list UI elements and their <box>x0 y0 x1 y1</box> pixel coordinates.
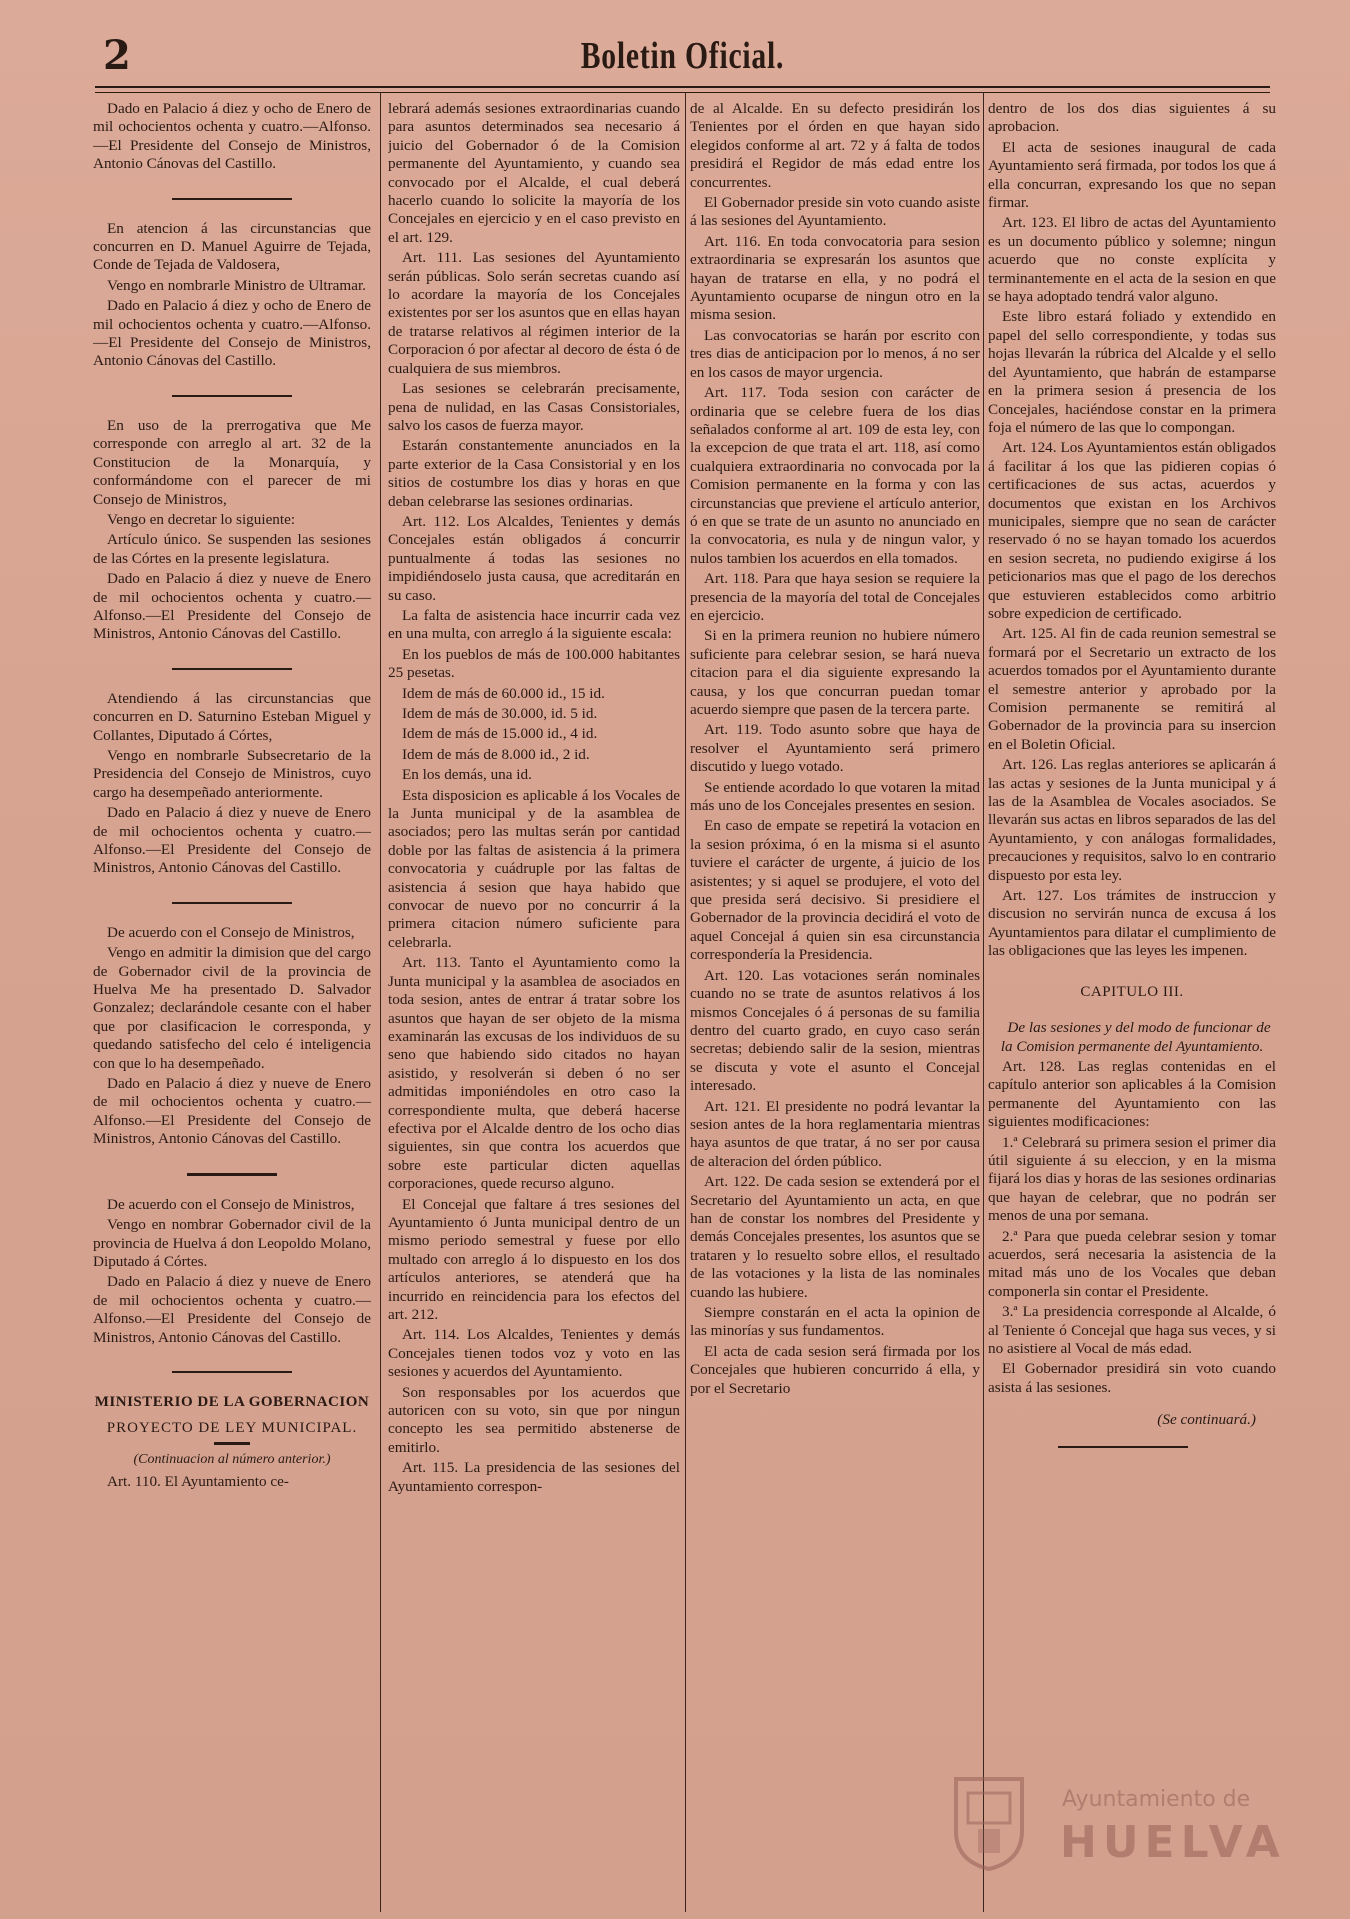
column-divider <box>685 92 686 1912</box>
decree-text: Artículo único. Se suspenden las sesiones de las Córtes en la presente legislatura. <box>93 531 371 567</box>
article-text: Art. 121. El presidente no podrá levantar la sesion antes de la hora reglamentaria mientras haya asuntos de que tratar, á no ser por causa de alteracion del órden público. <box>690 1097 980 1170</box>
separator-rule <box>172 668 292 670</box>
separator-rule <box>172 395 292 397</box>
article-text: 3.ª La presidencia corresponde al Alcalde, ó al Teniente ó Concejal que haga sus veces, y si no asistiere al Vocal de más edad. <box>988 1303 1276 1357</box>
decree-text: Vengo en decretar lo siguiente: <box>107 510 296 528</box>
decree-text: En atencion á las circunstancias que concurren en D. Manuel Aguirre de Tejada, Conde de Tejada de Valdosera, <box>93 219 371 274</box>
decree-text: Dado en Palacio á diez y nueve de Enero de mil ochocientos ochenta y cuatro.—Alfonso.—El Presidente del Consejo de Ministros, Antonio Cánovas del Castillo. <box>93 570 371 643</box>
decree-text: Dado en Palacio á diez y ocho de Enero de mil ochocientos ochenta y cuatro.—Alfonso.—El Presidente del Consejo de Ministros, Antonio Cánovas del Castillo. <box>93 297 371 370</box>
decree-text: Vengo en nombrarle Ministro de Ultramar. <box>107 276 366 294</box>
article-text: 2.ª Para que pueda celebrar sesion y tomar acuerdos, será necesaria la asistencia de la mitad más uno de los Vocales que deban componerla sin contar el Presidente. <box>988 1227 1276 1300</box>
article-text: Art. 128. Las reglas contenidas en el capítulo anterior son aplicables á la Comision permanente del Ayuntamiento con las siguientes modificaciones: <box>988 1057 1276 1131</box>
article-text: Art. 122. De cada sesion se extenderá por el Secretario del Ayuntamiento un acta, en que han de constar los nombres del Presidente y demás Concejales presentes, los asuntos que se trataren y lo resuelto sobre ellos, el resultado de las votaciones y la lista de las nominales cuando las hubiere. <box>690 1173 980 1301</box>
article-text: El Concejal que faltare á tres sesiones del Ayuntamiento ó Junta municipal dentro de un mismo periodo semestral y fuese por ello multado con arreglo á lo dispuesto en los dos artículos anteriores, se atenderá que ha incurrido en reincidencia para los efectos del art. 212. <box>388 1195 680 1323</box>
column-4 <box>988 100 1276 1820</box>
section-heading: PROYECTO DE LEY MUNICIPAL. <box>106 1420 358 1437</box>
article-text: Art. 125. Al fin de cada reunion semestral se formará por el Secretario un extracto de los acuerdos tomados por el Ayuntamiento durante el semestre anterior y aprobado por la Comision permanente se remitirá al Gobernador de la provincia para su insercion en el Boletin Oficial. <box>988 625 1276 753</box>
article-text: Art. 123. El libro de actas del Ayuntamiento es un documento público y solemne; ningun acuerdo que no conste explícita y terminantemente en el acta de la sesion en que se haya adoptado tendrá valor alguno. <box>988 214 1276 306</box>
article-text: Art. 113. Tanto el Ayuntamiento como la Junta municipal y la asamblea de asociados en toda sesion, antes de entrar á tratar sobre los asuntos que hayan de ser objeto de la misma examinarán las excusas de los individuos de su seno que habiendo sido citados no hayan asistido, y resolverán si deben ó no ser admitidas imponiéndoles en otro caso la correspondiente multa, que deberá hacerse efectiva por el Alcalde dentro de los ocho dias siguientes, sin que contra los acuerdos que sobre este particular dicten aquellas corporaciones, quede recurso alguno. <box>388 954 680 1193</box>
chapter-subtitle: De las sesiones y del modo de funcionar de la Comision permanente del Ayuntamiento. <box>1000 1019 1271 1055</box>
decree-block <box>93 220 371 371</box>
article-text: Art. 117. Toda sesion con carácter de ordinaria que se celebre fuera de los dias señalados conforme al art. 109 de esta ley, con la excepcion de que trata el art. 118, así como cualquiera extraordinaria no convocada por la Comision permanente en la forma y con las circunstancias que previene el artículo anterior, ó en que se trate de un asunto no anunciado en la convocatoria, es nula y de ningun valor, y nulos tambien los acuerdos en ella tomados. <box>690 384 980 567</box>
decree-text: Vengo en nombrar Gobernador civil de la provincia de Huelva á don Leopoldo Molano, Diputado á Córtes. <box>93 1216 371 1270</box>
decree-text: Atendiendo á las circunstancias que concurren en D. Saturnino Esteban Miguel y Collantes, Diputado á Córtes, <box>93 689 371 744</box>
article-text: El Gobernador preside sin voto cuando asiste á las sesiones del Ayuntamiento. <box>690 194 980 230</box>
article-text: Art. 110. El Ayuntamiento ce- <box>107 1473 289 1491</box>
decree-text: Vengo en nombrarle Subsecretario de la Presidencia del Consejo de Ministros, cuyo cargo ha desempeñado anteriormente. <box>93 746 371 801</box>
article-text: de al Alcalde. En su defecto presidirán los Tenientes por el órden en que hayan sido elegidos conforme al art. 72 y á falta de todos presidirá el Regidor de más edad entre los concurrentes. <box>690 100 980 191</box>
header-rule <box>95 86 1270 93</box>
decree-text: En uso de la prerrogativa que Me corresponde con arreglo al art. 32 de la Constitucion de la Monarquía, y conformándome con el parecer de mi Consejo de Ministros, <box>93 416 371 508</box>
coat-of-arms-icon <box>950 1773 1028 1873</box>
article-text: Art. 127. Los trámites de instruccion y discusion no servirán nunca de excusa á los Ayuntamientos para dilatar el cumplimiento de las obligaciones que las leyes les impenen. <box>988 887 1276 960</box>
fine-scale-item: Idem de más de 30.000, id. 5 id. <box>402 705 598 722</box>
fine-scale-item: Idem de más de 15.000 id., 4 id. <box>402 725 598 743</box>
decree-text: Dado en Palacio á diez y nueve de Enero de mil ochocientos ochenta y cuatro.—Alfonso.—El Presidente del Consejo de Ministros, Antonio Cánovas del Castillo. <box>93 1273 371 1346</box>
decree-text: Dado en Palacio á diez y nueve de Enero de mil ochocientos ochenta y cuatro.—Alfonso.—El Presidente del Consejo de Ministros, Antonio Cánovas del Castillo. <box>93 804 371 877</box>
decree-block <box>93 100 371 174</box>
decree-block <box>93 417 371 644</box>
article-text: Art. 124. Los Ayuntamientos están obligados á facilitar á los que las pidieren copias ó certificaciones de sus actas, acuerdos y documentos que existan en los Archivos municipales, siempre que no sean de carácter reservado ó no se hayan tomado los acuerdos en sesion secreta, no pudiendo exigirse á los peticionarios mas que el pago de los derechos que estuvieren establecidos como arbitrio sobre expedicion de certificado. <box>988 439 1276 622</box>
fine-scale-item: Idem de más de 8.000 id., 2 id. <box>402 745 590 763</box>
fine-scale-item: En los demás, una id. <box>402 766 532 784</box>
page-header <box>95 26 1270 88</box>
decree-text: De acuerdo con el Consejo de Ministros, <box>107 923 355 941</box>
separator-rule <box>172 1371 292 1373</box>
article-text: Siempre constarán en el acta la opinion de las minorías y sus fundamentos. <box>690 1304 980 1340</box>
article-text: Art. 114. Los Alcaldes, Tenientes y demás Concejales tienen todos voz y voto en las sesiones y acuerdos del Ayuntamiento. <box>388 1326 680 1381</box>
article-text: Art. 126. Las reglas anteriores se aplicarán á las actas y sesiones de la Junta municipal y á las de la Asamblea de Vocales asociados. Se llevarán sus actas en libros separados de las del Ayuntamiento, y con análogas formalidades, precauciones y requisitos, salvo lo en contrario dispuesto por esta ley. <box>988 756 1276 884</box>
article-text: Si en la primera reunion no hubiere número suficiente para celebrar sesion, se hará nueva citacion para el dia siguiente expresando la causa, y los que concurran puedan tomar acuerdo siempre que pasen de la tercera parte. <box>690 627 980 718</box>
article-text: El acta de sesiones inaugural de cada Ayuntamiento será firmada, por todos los que á ella concurran, expresando los que no sepan firmar. <box>988 138 1276 212</box>
ministry-heading: MINISTERIO DE LA GOBERNACION <box>94 1393 370 1410</box>
article-text: Art. 118. Para que haya sesion se requiere la presencia de la mayoría del total de Concejales en ejercicio. <box>690 570 980 624</box>
decree-text: Vengo en admitir la dimision que del cargo de Gobernador civil de la provincia de Huelva Me ha presentado D. Salvador Gonzalez; declarándole cesante con el haber que por clasificacion le corresponda, y quedando satisfecho del celo é inteligencia con que lo ha desempeñado. <box>93 944 371 1072</box>
decree-block <box>93 1196 371 1347</box>
archive-watermark <box>950 1765 1286 1885</box>
fine-scale-item: En los pueblos de más de 100.000 habitantes 25 pesetas. <box>388 645 680 682</box>
article-text: Se entiende acordado lo que votaren la mitad más uno de los Concejales presentes en sesion. <box>690 778 980 815</box>
article-text: dentro de los dos dias siguientes á su aprobacion. <box>988 100 1276 136</box>
article-text: Estarán constantemente anunciados en la parte exterior de la Casa Consistorial y en los sitios de costumbre los dias y horas en que deban celebrarse las sesiones ordinarias. <box>388 437 680 510</box>
watermark-text: HUELVA <box>1060 1817 1286 1868</box>
masthead-title: Boletin Oficial. <box>580 35 785 77</box>
article-text: El Gobernador presidirá sin voto cuando asista á las sesiones. <box>988 1360 1276 1396</box>
separator-rule <box>172 902 292 904</box>
decree-text: Dado en Palacio á diez y nueve de Enero de mil ochocientos ochenta y cuatro.—Alfonso.—El Presidente del Consejo de Ministros, Antonio Cánovas del Castillo. <box>93 1075 371 1148</box>
fine-scale-item: Idem de más de 60.000 id., 15 id. <box>402 684 605 702</box>
article-text: 1.ª Celebrará su primera sesion el primer dia útil siguiente á su eleccion, y en la misma fijará los dias y horas de las sesiones ordinarias que hayan de celebrar, que no podrán ser menos de una por semana. <box>988 1133 1276 1225</box>
separator-rule <box>187 1173 277 1176</box>
article-text: Esta disposicion es aplicable á los Vocales de la Junta municipal y de la asamblea de asociados; pero las multas serán por cantidad doble por las faltas de asistencia á la primera convocatoria y cuádruple por las faltas de asistencia á sesion que haya habido que convocar de nuevo por no concurrir á la primera citacion número suficiente para celebrarla. <box>388 786 680 951</box>
article-text: Art. 120. Las votaciones serán nominales cuando no se trate de asuntos relativos á los mismos Concejales ó á personas de su familia dentro del cuarto grado, en cuyo caso serán secretas; debiendo salir de la sesion, mientras se discuta y vote el asunto el Concejal interesado. <box>690 966 980 1095</box>
article-text: Art. 119. Todo asunto sobre que haya de resolver el Ayuntamiento será primero discutido y luego votado. <box>690 721 980 776</box>
column-divider <box>380 92 381 1912</box>
separator-rule <box>1058 1446 1188 1448</box>
article-text: El acta de cada sesion será firmada por los Concejales que hubieren concurrido á ella, y por el Secretario <box>690 1342 980 1397</box>
column-3 <box>690 100 980 1820</box>
page-number: 2 <box>103 32 131 79</box>
decree-text: De acuerdo con el Consejo de Ministros, <box>107 1195 355 1213</box>
article-text: Las sesiones se celebrarán precisamente, pena de nulidad, en las Casas Consistoriales, salvo los casos de fuerza mayor. <box>388 380 680 434</box>
article-text: Art. 116. En toda convocatoria para sesion extraordinaria se expresarán los asuntos que hayan de tratarse en ella, y no podrá el Ayuntamiento ocuparse de ningun otro en la misma sesion. <box>690 232 980 324</box>
decree-block <box>93 690 371 878</box>
separator-rule <box>214 1442 250 1445</box>
article-text: En caso de empate se repetirá la votacion en la sesion próxima, ó en la misma si el asunto tuviere el carácter de urgente, á juicio de los asistentes; y si aquel se produjere, el voto del que presida será decisivo. Si presidiere el Gobernador de la provincia decidirá el voto de aquel Concejal á quien sin esa circunstancia correspondería la Presidencia. <box>690 817 980 964</box>
watermark-text: Ayuntamiento de <box>1062 1787 1251 1812</box>
article-text: Art. 115. La presidencia de las sesiones del Ayuntamiento correspon- <box>388 1459 680 1495</box>
continuation-note: (Continuacion al número anterior.) <box>133 1451 331 1467</box>
decree-text: Dado en Palacio á diez y ocho de Enero de mil ochocientos ochenta y cuatro.—Alfonso.—El Presidente del Consejo de Ministros, Antonio Cánovas del Castillo. <box>93 100 371 173</box>
article-text: Art. 111. Las sesiones del Ayuntamiento serán públicas. Solo serán secretas cuando así lo acordare la mayoría de los Concejales existentes por ser los asuntos que en ellas hayan de tratarse relativos al régimen interior de la Corporacion ó por afectar al decoro de ésta ó de cualquiera de sus miembros. <box>388 249 680 377</box>
article-text: Este libro estará foliado y extendido en papel del sello correspondiente, y todas sus hojas llevarán la rúbrica del Alcalde y el sello del Ayuntamiento, que habrán de estamparse en la primera sesion á presencia de los Concejales, haciéndose constar en la primera foja el número de las que lo compongan. <box>988 308 1276 436</box>
continuation-note: (Se continuará.) <box>1157 1411 1256 1429</box>
article-text: La falta de asistencia hace incurrir cada vez en una multa, con arreglo á la siguiente escala: <box>388 606 680 643</box>
separator-rule <box>172 198 292 200</box>
decree-block <box>93 924 371 1149</box>
column-2 <box>388 100 680 1820</box>
column-1 <box>93 100 371 1820</box>
article-text: Art. 112. Los Alcaldes, Tenientes y demás Concejales están obligados á concurrir puntualmente á todas las sesiones no impidiéndoselo justa causa, que acreditarán en su caso. <box>388 512 680 604</box>
article-text: Son responsables por los acuerdos que autoricen con su voto, sin que por ningun concepto les sea permitido abstenerse de emitirlo. <box>388 1383 680 1456</box>
chapter-heading: CAPITULO III. <box>1080 983 1184 1000</box>
column-divider <box>983 92 984 1912</box>
article-text: lebrará además sesiones extraordinarias cuando para asuntos determinados sea necesario á juicio del Gobernador ó de la Comision permanente del Ayuntamiento, y cuando sea convocado por el Alcalde, el cual deberá hacerlo cuando lo solicite la mayoría de los Concejales en ejercicio y en el caso previsto en el art. 129. <box>388 100 680 246</box>
article-text: Las convocatorias se harán por escrito con tres dias de anticipacion por lo menos, á no ser en los casos de mayor urgencia. <box>690 326 980 381</box>
